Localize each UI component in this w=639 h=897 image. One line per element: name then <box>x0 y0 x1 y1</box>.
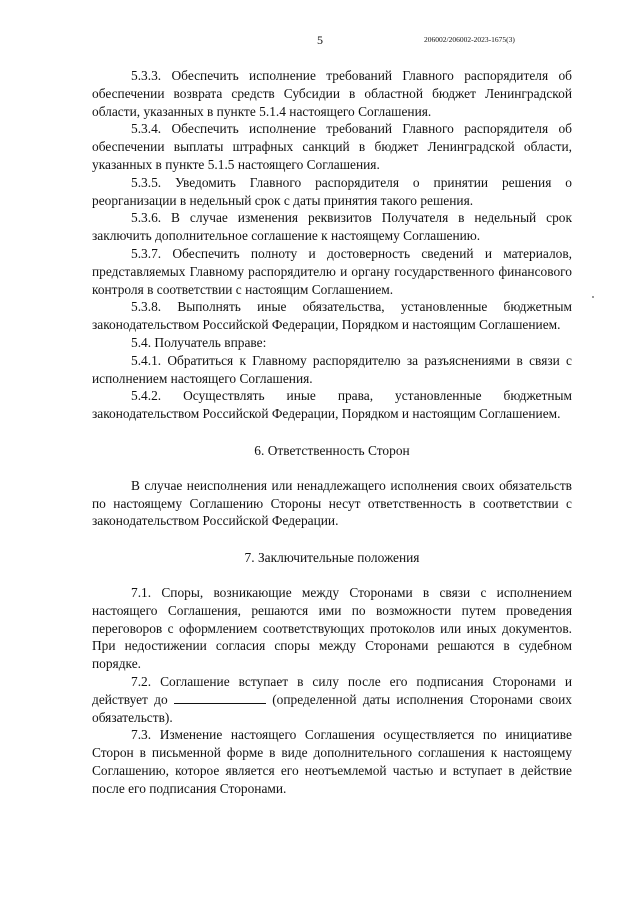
clause-7-2-start: 7.2. Соглашение вступает в силу после его подписания Сторонами и действует до <box>92 673 572 707</box>
clause-5-3-5: 5.3.5. Уведомить Главного распорядителя о принятии решения о реорганизации в недельный срок с даты принятия такого решения. <box>92 174 572 208</box>
clause-5-3-4: 5.3.4. Обеспечить исполнение требований Главного распорядителя об обеспечении выплаты штрафных санкций в бюджет Ленинградской области, указанных в пункте 5.1.5 настоящего Соглашения. <box>92 121 572 172</box>
page-number: 5 <box>317 33 323 47</box>
date-blank-line <box>174 691 266 704</box>
clause-7-3: 7.3. Изменение настоящего Соглашения осуществляется по инициативе Сторон в письменной форме в виде дополнительного соглашения к настоящему Соглашению, которое является его неотъемлемой частью и вступает в действие после его подписания Сторонами. <box>92 727 572 796</box>
clause-5-3-6: 5.3.6. В случае изменения реквизитов Получателя в недельный срок заключить дополнительное соглашение к настоящему Соглашению. <box>92 210 572 244</box>
document-body <box>92 67 572 797</box>
clause-7-1: 7.1. Споры, возникающие между Сторонами в связи с исполнением настоящего Соглашения, решаются ими по возможности путем проведения переговоров с оформлением соответствующих протоколов или иных документов. При недостижении согласия споры между Сторонами решаются в судебном порядке. <box>92 584 572 672</box>
clause-5-4: 5.4. Получатель вправе: <box>131 334 267 350</box>
document-id: 206002/206002-2023-1675(3) <box>424 35 515 44</box>
section-6-text: В случае неисполнения или ненадлежащего исполнения своих обязательств по настоящему Соглашению Стороны несут ответственность в соответствии с законодательством Российской Федерации. <box>92 477 572 529</box>
clause-5-3-7: 5.3.7. Обеспечить полноту и достоверность сведений и материалов, представляемых Главному распорядителю и органу государственного финансового контроля в соответствии с настоящим Соглашением. <box>92 245 572 297</box>
clause-5-3-8: 5.3.8. Выполнять иные обязательства, установленные бюджетным законодательством Российской Федерации, Порядком и настоящим Соглашением. <box>92 299 572 333</box>
section-6-title: 6. Ответственность Сторон <box>254 442 410 458</box>
clause-7-2-end: (определенной даты исполнения Сторонами своих обязательств). <box>92 691 572 725</box>
clause-5-3-3: 5.3.3. Обеспечить исполнение требований Главного распорядителя об обеспечении возврата средств Субсидии в областной бюджет Ленинградской области, указанных в пункте 5.1.4 настоящего Соглашения. <box>92 68 572 119</box>
clause-5-4-1: 5.4.1. Обратиться к Главному распорядителю за разъяснениями в связи с исполнением настоящего Соглашения. <box>92 352 572 386</box>
clause-7-2 <box>92 673 572 726</box>
scan-speck <box>592 296 594 298</box>
section-7-title: 7. Заключительные положения <box>244 550 420 566</box>
clause-5-4-2: 5.4.2. Осуществлять иные права, установленные бюджетным законодательством Российской Федерации, Порядком и настоящим Соглашением. <box>92 388 572 422</box>
